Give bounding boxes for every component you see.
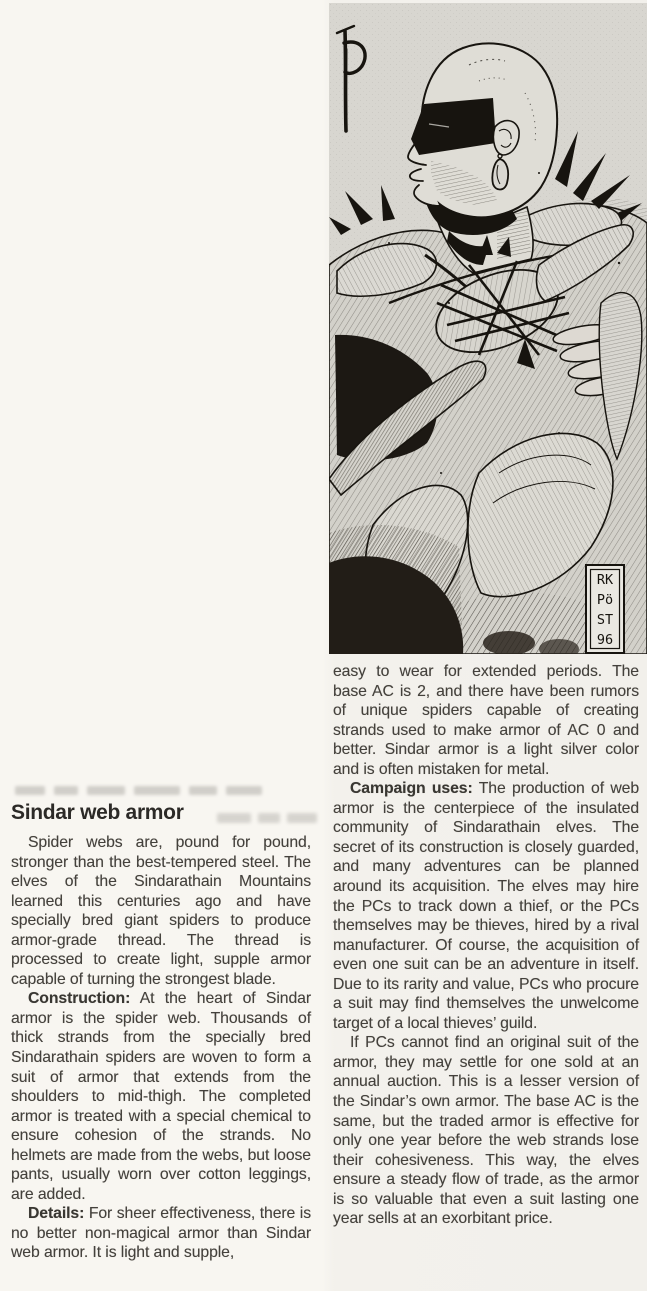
paragraph-text: For sheer effectiveness, there is no better non-magical armor than Sindar web armor. It is light and supple,: [11, 1205, 311, 1262]
run-in-label: Details:: [28, 1205, 85, 1223]
ink-drawing: [329, 3, 647, 654]
run-in-label: Campaign uses:: [350, 780, 473, 798]
paragraph-text: easy to wear for extended periods. The base AC is 2, and there have been rumors of unique spiders capable of creating strands used to make armor of AC 0 and better. Sindar armor is a light silver color and is often mistaken for metal.: [333, 663, 639, 778]
signature-box: [586, 565, 624, 653]
left-column: [11, 786, 311, 1263]
paragraph-campaign-uses: [333, 779, 639, 1033]
signature-line: Pö: [596, 592, 614, 608]
paragraph-construction: [11, 989, 311, 1204]
bleedthrough-artifact: [217, 813, 321, 823]
paragraph-text: If PCs cannot find an original suit of the armor, they may settle for one sold at an annual auction. This is a lesser version of the Sindar’s own armor. The base AC is the same, but the traded armor is effective for only one year before the web strands lose their cohesiveness. This way, the elves ensure a steady flow of trade, as the armor is so valuable that even a suit lasting one year sells at an exorbitant price.: [333, 1034, 639, 1228]
signature-line: 96: [596, 632, 614, 648]
article-heading: Sindar web armor: [11, 801, 184, 824]
right-column: [333, 662, 639, 1229]
run-in-label: Construction:: [28, 990, 131, 1008]
paragraph-continuation: [333, 662, 639, 779]
paragraph-text: At the heart of Sindar armor is the spider web. Thousands of thick strands from the specially bred Sindarathain spiders are woven to form a suit of armor that extends from the shoulders to mid-thigh. The completed armor is treated with a special chemical to ensure cohesion of the strands. No helmets are made from the webs, but loose pants, usually worn over cotton leggings, are added.: [11, 990, 311, 1203]
signature-line: ST: [596, 612, 614, 628]
paragraph-details: [11, 1204, 311, 1263]
paragraph-intro: [11, 833, 311, 989]
armor-illustration: [329, 3, 647, 654]
paragraph-text: The production of web armor is the centerpiece of the insulated community of Sindarathain elves. The secret of its construction is closely guarded, and many adventures can be planned around its acquisition. The elves may hire the PCs to track down a thief, or the PCs themselves may be thieves, hired by a rival manufacturer. Of course, the acquisition of even one suit can be an adventure in itself. Due to its rarity and value, PCs who procure a suit may find themselves the unwelcome target of a local thieves’ guild.: [333, 780, 639, 1032]
signature-line: RK: [596, 572, 614, 588]
paragraph-auction: [333, 1033, 639, 1228]
bleedthrough-artifact: [15, 786, 311, 798]
paragraph-text: Spider webs are, pound for pound, stronger than the best-tempered steel. The elves of the Sindarathain Mountains learned this centuries ago and have specially bred giant spiders to produce armor-grade thread. The thread is processed to create light, supple armor capable of turning the strongest blade.: [11, 834, 311, 988]
